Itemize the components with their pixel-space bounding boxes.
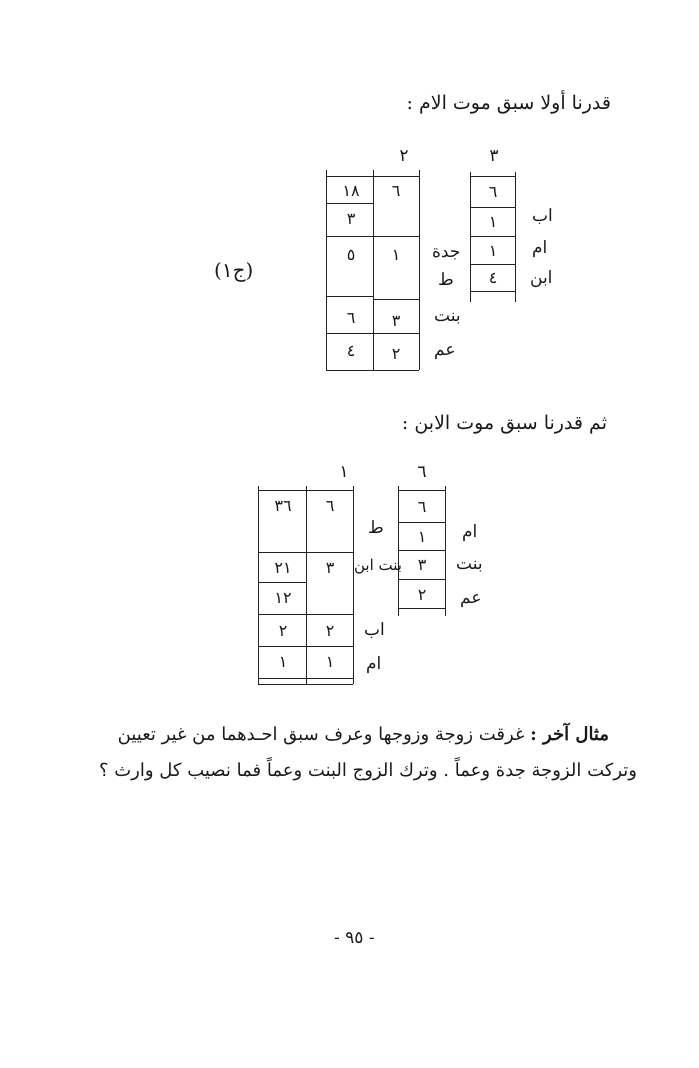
table1-outer-cell: ٤: [346, 341, 356, 360]
table1-label-father: اب: [532, 206, 553, 226]
table2-label-father: اب: [364, 620, 385, 640]
table1-outer-cell: ٣: [346, 209, 356, 228]
table1-right-cell: ١: [488, 212, 498, 231]
table2-label-mother: ام: [462, 522, 478, 542]
table2-label-uncle: عم: [460, 588, 482, 608]
table1-outer-cell: ٦: [346, 308, 356, 327]
example-line-2: وتركت الزوجة جدة وعماً . وترك الزوج البنت وعماً فما نصيب كل وارث ؟: [98, 760, 637, 781]
table1-col-head-left: ٢: [399, 146, 409, 166]
table1-inner-cell: ٢: [391, 344, 401, 363]
table2-right-cell: ٦: [417, 497, 427, 516]
table1-label-son: ابن: [530, 268, 553, 288]
table1-inner-cell: ٣: [391, 311, 401, 330]
table2-outer-cell: ١: [278, 652, 288, 671]
heading-second-case: ثم قدرنا سبق موت الابن :: [401, 412, 607, 434]
table2-col-head-right: ٦: [417, 462, 427, 482]
page-number: - ٩٥ -: [334, 928, 375, 948]
table1-label-daughter: بنت: [434, 306, 461, 326]
table2-outer-cell: ٢١: [274, 558, 292, 577]
table1-right-grid: [470, 172, 516, 302]
table2-left-grid: [258, 486, 353, 685]
table1-label-mother: ام: [532, 238, 548, 258]
table1-inner-cell: ١: [391, 245, 401, 264]
table1-outer-cell: ١٨: [342, 181, 360, 200]
table2-inner-cell: ١: [325, 652, 335, 671]
table1-col-head-right: ٣: [489, 146, 499, 166]
figure-label: (ج١): [214, 258, 254, 282]
table2-outer-cell: ١٢: [274, 588, 292, 607]
table1-right-cell: ٤: [488, 268, 498, 287]
table2-inner-cell: ٦: [325, 496, 335, 515]
table2-right-cell: ٣: [417, 555, 427, 574]
table1-outer-cell: ٥: [346, 245, 356, 264]
example-title: مثال آخر :: [530, 724, 609, 745]
heading-first-case: قدرنا أولا سبق موت الام :: [406, 92, 611, 114]
table2-outer-cell: ٣٦: [274, 496, 292, 515]
table2-right-cell: ١: [417, 527, 427, 546]
table1-left-grid: [326, 170, 419, 371]
table2-outer-cell: ٢: [278, 621, 288, 640]
table2-label-mother2: ام: [366, 654, 382, 674]
table1-right-cell: ٦: [488, 182, 498, 201]
table2-label-ta: ط: [368, 518, 384, 538]
table1-inner-cell: ٦: [391, 181, 401, 200]
example-text-1: غرقت زوجة وزوجها وعرف سبق احـدهما من غير تعيين: [117, 724, 525, 745]
table2-label-daughter: بنت: [456, 554, 483, 574]
table1-right-cell: ١: [488, 241, 498, 260]
table2-right-grid: [398, 486, 446, 616]
table2-inner-cell: ٢: [325, 621, 335, 640]
table2-col-head-left: ١: [339, 462, 349, 482]
example-line-1: [118, 724, 609, 745]
table2-inner-cell: ٣: [325, 558, 335, 577]
table2-label-sons-daughter: بنت ابن: [354, 556, 402, 574]
table1-label-grandmother: جدة: [432, 242, 461, 262]
table1-label-uncle: عم: [434, 340, 456, 360]
table2-right-cell: ٢: [417, 585, 427, 604]
table1-label-ta: ط: [438, 270, 454, 290]
